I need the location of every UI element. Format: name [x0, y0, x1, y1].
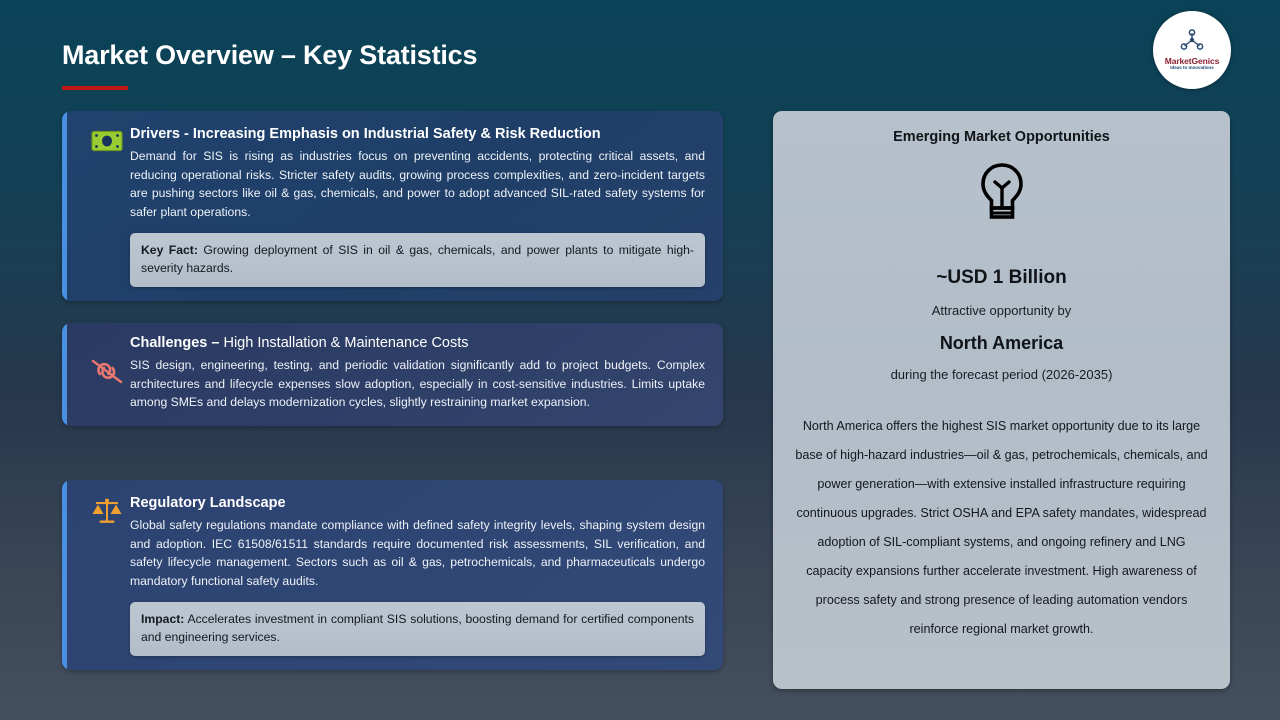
page-title: Market Overview – Key Statistics [62, 40, 478, 70]
lightbulb-icon [795, 161, 1208, 223]
card-regulatory-landscape [62, 480, 723, 670]
panel-forecast-period: during the forecast period (2026-2035) [890, 367, 1113, 382]
callout-body: Growing deployment of SIS in oil & gas, chemicals, and power plants to mitigate high-severity hazards. [141, 242, 694, 276]
callout-label: Impact: [141, 611, 185, 626]
card-accent-bar [62, 111, 67, 301]
card-title-strong: Regulatory Landscape [130, 495, 286, 511]
logo-company-name: MarketGenics [1164, 55, 1220, 66]
card-callout-keyfact [130, 233, 705, 287]
card-title [130, 494, 705, 513]
panel-description: North America offers the highest SIS market opportunity due to its large base of high-hazard industries—oil & gas, petrochemicals, chemicals, and power generation—with extensive installed infrastructure requiring continuous upgrades. Strict OSHA and EPA safety mandates, widespread adoption of SIL-compliant systems, and ongoing refinery and LNG capacity expansions further accelerate investment. High awareness of process safety and strong presence of leading automation vendors reinforce regional market growth. [795, 419, 1208, 636]
card-body-text: SIS design, engineering, testing, and periodic validation significantly add to project budgets. Complex architectures and lifecycle expenses slow adoption, especially in cost-sensitive industries. Limits uptake among SMEs and delays modernization cycles, slightly restraining market expansion. [130, 357, 705, 410]
panel-region: North America [939, 333, 1064, 353]
panel-title: Emerging Market Opportunities [893, 129, 1110, 145]
card-title-strong: Challenges – [130, 335, 224, 351]
callout-label: Key Fact: [141, 242, 198, 257]
node-graph-icon [1179, 29, 1205, 56]
company-logo [1153, 11, 1231, 89]
card-accent-bar [62, 480, 67, 670]
callout-text [141, 610, 694, 647]
money-banknote-icon [84, 125, 130, 287]
card-title [130, 125, 705, 144]
balance-scales-icon [84, 494, 130, 656]
title-underline-rule [62, 86, 128, 90]
logo-tagline: Ideas to Innovations [1170, 65, 1214, 71]
callout-text [141, 241, 694, 278]
card-body-text: Global safety regulations mandate compliance with defined safety integrity levels, shaping system design and adoption. IEC 61508/61511 standards require documented risk assessments, SIL verification, and safety lifecycle management. Sectors such as oil & gas, petrochemicals, and pharmaceuticals undergo mandatory functional safety audits. [130, 517, 705, 589]
card-body-text: Demand for SIS is rising as industries focus on preventing accidents, protecting critical assets, and reducing operational risks. Stricter safety audits, growing process complexities, and zero-incident targets are pushing sectors like oil & gas, chemicals, and power to adopt advanced SIL-rated safety systems for safer plant operations. [130, 148, 705, 220]
card-title [130, 334, 705, 353]
card-title-strong: Drivers - Increasing Emphasis on Industrial Safety & Risk Reduction [130, 126, 601, 142]
callout-body: Accelerates investment in compliant SIS solutions, boosting demand for certified components and engineering services. [141, 611, 694, 645]
card-drivers [62, 111, 723, 301]
panel-value: ~USD 1 Billion [936, 267, 1067, 288]
card-callout-impact [130, 602, 705, 656]
card-title-rest: High Installation & Maintenance Costs [223, 335, 469, 351]
panel-subtitle: Attractive opportunity by [931, 303, 1072, 318]
broken-link-icon [84, 334, 130, 412]
emerging-opportunities-panel [773, 111, 1230, 689]
card-accent-bar [62, 323, 67, 426]
card-challenges [62, 323, 723, 426]
